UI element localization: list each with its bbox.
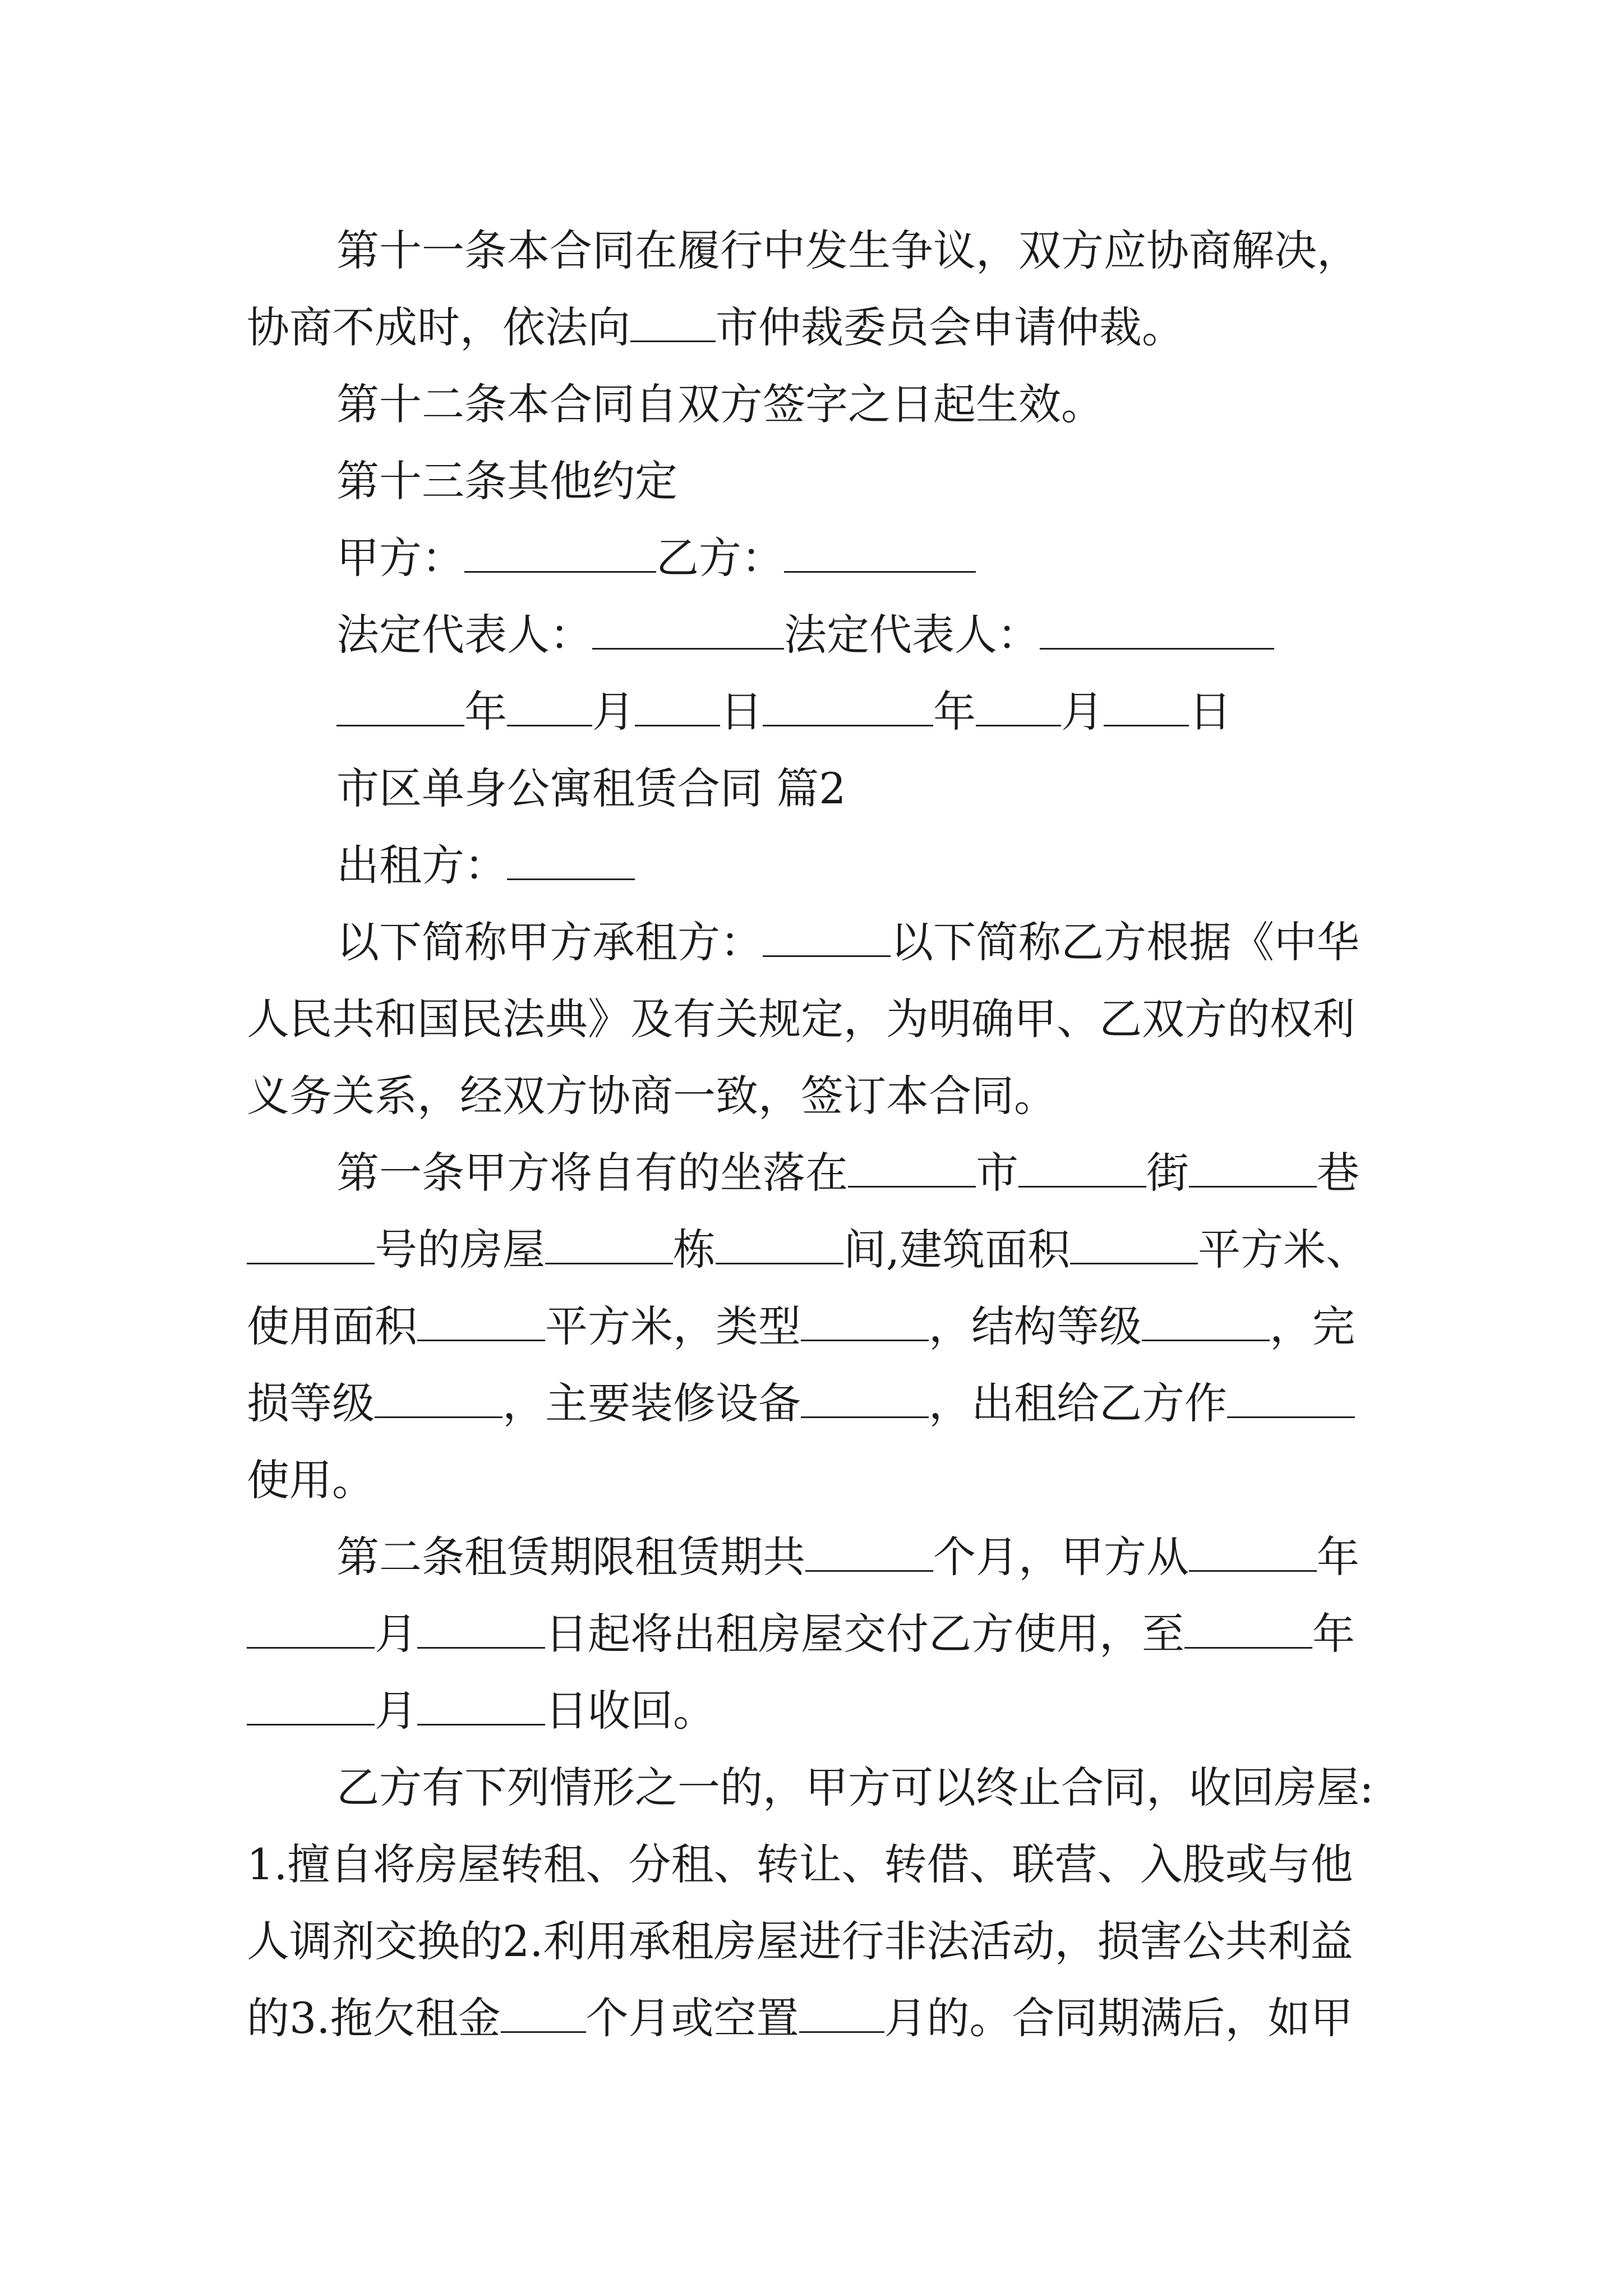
- text-run: 街: [1146, 1148, 1189, 1198]
- text-run: 栋: [673, 1225, 716, 1274]
- text-run: 间,建筑面积: [843, 1225, 1071, 1274]
- text-run: 损等级: [247, 1378, 375, 1428]
- text-run: ，出租给乙方作: [929, 1378, 1227, 1428]
- fill-in-blank: [417, 1306, 545, 1341]
- text-line: [247, 981, 1385, 1057]
- text-run: 以下简称乙方根据《中华: [891, 917, 1359, 967]
- text-run: 年: [1312, 1609, 1355, 1659]
- text-run: 月: [1061, 687, 1104, 737]
- text-run: 日: [1189, 687, 1232, 737]
- fill-in-blank: [784, 537, 976, 573]
- fill-in-blank: [1040, 614, 1274, 650]
- text-run: 号的房屋: [375, 1225, 545, 1274]
- fill-in-blank: [799, 1998, 884, 2033]
- text-run: 市区单身公寓租赁合同 篇2: [336, 763, 846, 813]
- text-run: 的3.拖欠租金: [247, 1993, 501, 2043]
- text-run: 乙方有下列情形之一的，甲方可以终止合同，收回房屋:: [336, 1763, 1374, 1812]
- text-run: 第二条租赁期限租赁期共: [336, 1532, 805, 1582]
- text-run: 市仲裁委员会申请仲裁。: [716, 302, 1184, 352]
- text-line: [247, 519, 1385, 596]
- text-line: [247, 366, 1385, 443]
- text-run: 个月，甲方从: [933, 1532, 1189, 1582]
- text-line: [247, 212, 1385, 289]
- text-line: [247, 1980, 1385, 2056]
- text-run: 个月或空置: [585, 1993, 799, 2043]
- text-run: 日起将出租房屋交付乙方使用，至: [545, 1609, 1184, 1659]
- text-run: 巷: [1317, 1148, 1359, 1198]
- text-run: 法定代表人：: [784, 610, 1040, 660]
- text-run: 年: [1317, 1532, 1359, 1582]
- fill-in-blank: [545, 1229, 673, 1264]
- fill-in-blank: [247, 1229, 375, 1264]
- text-run: 甲方：: [336, 533, 464, 583]
- fill-in-blank: [417, 1690, 545, 1726]
- text-run: 年: [464, 687, 507, 737]
- text-run: 出租方：: [336, 840, 507, 890]
- text-run: 年: [933, 687, 976, 737]
- fill-in-blank: [763, 691, 933, 726]
- fill-in-blank: [507, 691, 592, 726]
- fill-in-blank: [1184, 1613, 1312, 1649]
- fill-in-blank: [1227, 1383, 1355, 1418]
- text-run: 义务关系，经双方协商一致，签订本合同。: [247, 1071, 1057, 1121]
- text-line: [247, 1595, 1385, 1672]
- text-line: [247, 1903, 1385, 1980]
- text-run: 日收回。: [545, 1686, 716, 1736]
- text-line: [247, 596, 1385, 673]
- text-line: [247, 904, 1385, 981]
- fill-in-blank: [375, 1383, 502, 1418]
- fill-in-blank: [976, 691, 1061, 726]
- text-run: ，结构等级: [929, 1301, 1142, 1351]
- fill-in-blank: [501, 1998, 586, 2033]
- fill-in-blank: [464, 537, 656, 573]
- text-line: [247, 1211, 1385, 1288]
- fill-in-blank: [1070, 1229, 1198, 1264]
- text-run: 月: [592, 687, 635, 737]
- text-line: [247, 289, 1385, 366]
- text-run: 平方米、: [1198, 1225, 1369, 1274]
- text-run: 市: [976, 1148, 1018, 1198]
- text-line: [247, 1288, 1385, 1365]
- fill-in-blank: [805, 1536, 933, 1572]
- fill-in-blank: [247, 1613, 375, 1649]
- text-run: 法定代表人：: [336, 610, 592, 660]
- fill-in-blank: [716, 1229, 843, 1264]
- fill-in-blank: [1018, 1152, 1146, 1188]
- text-line: [247, 1057, 1385, 1134]
- text-run: 乙方：: [656, 533, 784, 583]
- text-line: [247, 1826, 1385, 1903]
- text-line: [247, 673, 1385, 750]
- text-run: 平方米，类型: [545, 1301, 801, 1351]
- fill-in-blank: [592, 614, 784, 650]
- text-run: 以下简称甲方承租方：: [336, 917, 763, 967]
- fill-in-blank: [1104, 691, 1189, 726]
- fill-in-blank: [848, 1152, 976, 1188]
- text-line: [247, 827, 1385, 904]
- fill-in-blank: [1189, 1152, 1317, 1188]
- text-run: 人调剂交换的2.利用承租房屋进行非法活动，损害公共利益: [247, 1916, 1353, 1966]
- text-line: [247, 1519, 1385, 1595]
- text-run: 第十二条本合同自双方签字之日起生效。: [336, 379, 1104, 429]
- text-run: 月: [375, 1686, 417, 1736]
- fill-in-blank: [507, 845, 635, 880]
- text-run: 使用。: [247, 1455, 375, 1505]
- text-run: 月的。合同期满后，如甲: [884, 1993, 1353, 2043]
- text-line: [247, 443, 1385, 519]
- text-line: [247, 1442, 1385, 1519]
- text-run: 1.擅自将房屋转租、分租、转让、转借、联营、入股或与他: [247, 1839, 1353, 1889]
- text-run: 第十一条本合同在履行中发生争议，双方应协商解决，: [336, 226, 1359, 275]
- fill-in-blank: [1189, 1536, 1317, 1572]
- text-run: 第一条甲方将自有的坐落在: [336, 1148, 848, 1198]
- text-run: 人民共和国民法典》及有关规定，为明确甲、乙双方的权利: [247, 994, 1355, 1044]
- text-run: 协商不成时，依法向: [247, 302, 630, 352]
- fill-in-blank: [763, 922, 891, 957]
- fill-in-blank: [417, 1613, 545, 1649]
- text-run: 第十三条其他约定: [336, 456, 677, 506]
- fill-in-blank: [635, 691, 720, 726]
- text-line: [247, 1749, 1385, 1826]
- text-line: [247, 750, 1385, 827]
- fill-in-blank: [247, 1690, 375, 1726]
- contract-text: [247, 212, 1385, 2056]
- text-run: ，主要装修设备: [502, 1378, 801, 1428]
- text-line: [247, 1672, 1385, 1749]
- fill-in-blank: [801, 1306, 929, 1341]
- fill-in-blank: [630, 307, 716, 342]
- text-run: 月: [375, 1609, 417, 1659]
- fill-in-blank: [1142, 1306, 1270, 1341]
- text-line: [247, 1365, 1385, 1442]
- text-run: 使用面积: [247, 1301, 417, 1351]
- text-run: 日: [720, 687, 763, 737]
- text-line: [247, 1134, 1385, 1211]
- fill-in-blank: [801, 1383, 929, 1418]
- text-run: ，完: [1270, 1301, 1355, 1351]
- fill-in-blank: [336, 691, 464, 726]
